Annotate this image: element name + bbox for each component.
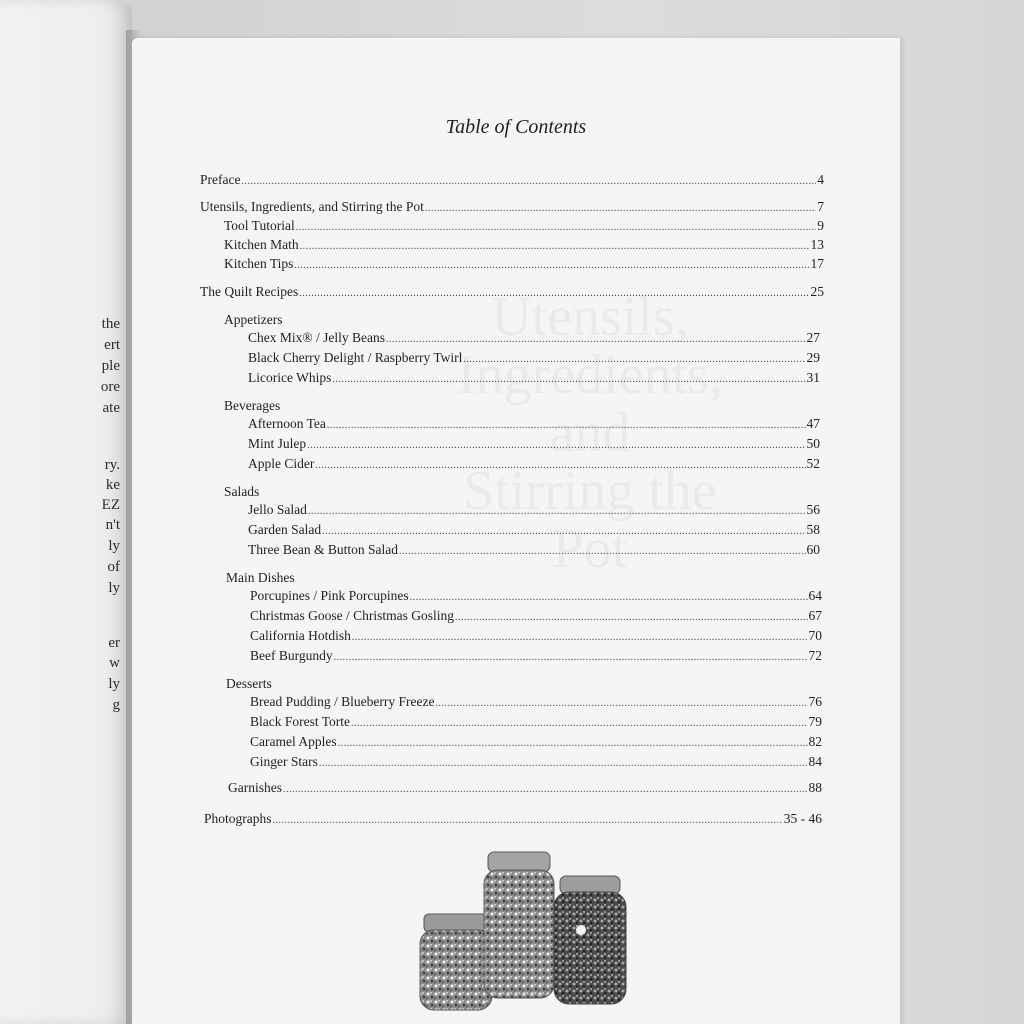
toc-entry-photographs xyxy=(204,811,822,827)
dot-leader xyxy=(308,506,806,517)
toc-entry-label: Chex Mix® / Jelly Beans xyxy=(248,330,385,345)
left-page-fragment: ke xyxy=(105,477,120,493)
toc-entry-label: Garnishes xyxy=(228,780,282,795)
toc-entry-label: Preface xyxy=(200,172,241,187)
left-page-fragment: ert xyxy=(104,337,120,353)
bleed-through-line: and xyxy=(549,402,631,464)
dot-leader xyxy=(296,222,817,233)
dot-leader xyxy=(294,260,809,271)
left-page-fragment: ly xyxy=(108,538,120,554)
toc-entry-label: Porcupines / Pink Porcupines xyxy=(250,588,409,603)
section-heading-beverages: Beverages xyxy=(224,398,281,413)
toc-entry-page: 27 xyxy=(806,330,820,345)
toc-page xyxy=(132,38,900,1024)
dot-leader xyxy=(241,176,816,187)
toc-entry-kitchen-math xyxy=(224,237,824,253)
bleed-through-line: Utensils, xyxy=(491,286,689,348)
toc-entry-label: The Quilt Recipes xyxy=(200,284,299,299)
dot-leader xyxy=(332,374,805,385)
toc-entry-page: 35 - 46 xyxy=(783,811,822,826)
toc-entry-page: 60 xyxy=(806,542,820,557)
toc-entry-recipe xyxy=(250,648,822,664)
toc-entry-page: 7 xyxy=(817,199,824,214)
toc-entry-kitchen-tips xyxy=(224,256,824,272)
toc-entry-page: 67 xyxy=(808,608,822,623)
toc-entry-recipe xyxy=(248,436,820,452)
toc-entry-page: 72 xyxy=(808,648,822,663)
bleed-through-line: Stirring the Pot xyxy=(463,460,717,580)
left-page-fragment: n't xyxy=(105,517,120,533)
dot-leader xyxy=(300,241,810,252)
section-heading-salads: Salads xyxy=(224,484,260,499)
toc-entry-recipe xyxy=(248,350,820,366)
left-page-fragment: ple xyxy=(101,358,120,374)
toc-entry-recipe xyxy=(250,734,822,750)
toc-entry-recipe xyxy=(248,416,820,432)
mason-jars-illustration xyxy=(418,848,632,1014)
dot-leader xyxy=(386,334,806,345)
toc-entry-label: Afternoon Tea xyxy=(248,416,326,431)
toc-entry-recipe xyxy=(248,542,820,558)
toc-entry-page: 52 xyxy=(806,456,820,471)
toc-entry-label: Mint Julep xyxy=(248,436,307,451)
left-page-fragment: the xyxy=(101,316,120,332)
dot-leader xyxy=(327,420,806,431)
toc-entry-recipe xyxy=(248,522,820,538)
toc-entry-page: 82 xyxy=(808,734,822,749)
toc-entry-page: 29 xyxy=(806,350,820,365)
toc-entry-label: California Hotdish xyxy=(250,628,351,643)
left-page-fragment: g xyxy=(112,697,120,713)
toc-entry-recipe xyxy=(248,502,820,518)
left-page-fragment: er xyxy=(108,635,120,651)
dot-leader xyxy=(319,758,808,769)
dot-leader xyxy=(338,738,808,749)
toc-entry-page: 17 xyxy=(810,256,824,271)
dot-leader xyxy=(399,546,806,557)
dot-leader xyxy=(299,288,809,299)
toc-entry-label: Tool Tutorial xyxy=(224,218,295,233)
dot-leader xyxy=(283,784,808,795)
toc-entry-recipe xyxy=(248,456,820,472)
toc-entry-label: Bread Pudding / Blueberry Freeze xyxy=(250,694,435,709)
toc-entry-garnishes xyxy=(228,780,822,796)
toc-entry-label: Utensils, Ingredients, and Stirring the Pot xyxy=(200,199,424,214)
toc-entry-label: Three Bean & Button Salad xyxy=(248,542,398,557)
toc-entry-page: 79 xyxy=(808,714,822,729)
section-heading-main-dishes: Main Dishes xyxy=(226,570,295,585)
toc-entry-recipe xyxy=(250,588,822,604)
toc-entry-label: Jello Salad xyxy=(248,502,307,517)
toc-entry-page: 50 xyxy=(806,436,820,451)
dot-leader xyxy=(455,612,807,623)
toc-entry-recipe xyxy=(248,370,820,386)
dot-leader xyxy=(425,203,816,214)
dot-leader xyxy=(315,460,805,471)
left-page-fragment: ate xyxy=(102,400,120,416)
dark-jar xyxy=(554,876,626,1004)
left-page-fragment: ry. xyxy=(104,457,120,473)
bleed-through-line: Ingredients, xyxy=(457,344,723,406)
toc-entry-label: Photographs xyxy=(204,811,272,826)
toc-entry-page: 76 xyxy=(808,694,822,709)
toc-entry-recipe xyxy=(250,608,822,624)
left-page-fragment: w xyxy=(109,655,120,671)
toc-entry-utensils xyxy=(200,199,824,215)
toc-entry-page: 88 xyxy=(808,780,822,795)
dot-leader xyxy=(435,698,807,709)
toc-entry-page: 56 xyxy=(806,502,820,517)
toc-entry-page: 25 xyxy=(810,284,824,299)
toc-entry-page: 13 xyxy=(810,237,824,252)
toc-entry-page: 47 xyxy=(806,416,820,431)
left-facing-page xyxy=(0,0,132,1024)
left-page-fragment: ly xyxy=(108,676,120,692)
toc-entry-label: Garden Salad xyxy=(248,522,322,537)
dot-leader xyxy=(352,632,808,643)
dot-leader xyxy=(334,652,808,663)
toc-entry-recipe xyxy=(250,628,822,644)
dot-leader xyxy=(410,592,808,603)
toc-entry-recipe xyxy=(250,714,822,730)
toc-entry-page: 58 xyxy=(806,522,820,537)
toc-entry-quilt-recipes xyxy=(200,284,824,300)
section-heading-desserts: Desserts xyxy=(226,676,272,691)
toc-entry-page: 64 xyxy=(808,588,822,603)
page-title: Table of Contents xyxy=(445,116,587,138)
dot-leader xyxy=(322,526,805,537)
tall-jar xyxy=(484,852,554,998)
dot-leader xyxy=(273,815,783,826)
toc-entry-page: 9 xyxy=(817,218,824,233)
toc-entry-page: 70 xyxy=(808,628,822,643)
dot-leader xyxy=(351,718,807,729)
toc-entry-label: Black Cherry Delight / Raspberry Twirl xyxy=(248,350,463,365)
toc-entry-recipe xyxy=(250,754,822,770)
toc-entry-page: 84 xyxy=(808,754,822,769)
left-page-fragment: ly xyxy=(108,580,120,596)
toc-entry-label: Christmas Goose / Christmas Gosling xyxy=(250,608,455,623)
toc-entry-label: Beef Burgundy xyxy=(250,648,333,663)
small-jar xyxy=(420,914,492,1010)
toc-entry-label: Black Forest Torte xyxy=(250,714,351,729)
toc-entry-recipe xyxy=(250,694,822,710)
section-heading-appetizers: Appetizers xyxy=(224,312,283,327)
toc-entry-page: 31 xyxy=(806,370,820,385)
toc-entry-page: 4 xyxy=(817,172,824,187)
toc-entry-label: Ginger Stars xyxy=(250,754,318,769)
toc-entry-preface xyxy=(200,172,824,188)
toc-entry-recipe xyxy=(248,330,820,346)
left-page-fragment: of xyxy=(107,559,120,575)
toc-entry-label: Licorice Whips xyxy=(248,370,332,385)
dot-leader xyxy=(307,440,805,451)
left-page-fragment: EZ xyxy=(101,497,120,513)
toc-entry-label: Apple Cider xyxy=(248,456,315,471)
dot-leader xyxy=(463,354,805,365)
toc-entry-label: Caramel Apples xyxy=(250,734,337,749)
toc-entry-tool-tutorial xyxy=(224,218,824,234)
toc-entry-label: Kitchen Tips xyxy=(224,256,294,271)
left-page-fragment: ore xyxy=(100,379,120,395)
toc-entry-label: Kitchen Math xyxy=(224,237,299,252)
